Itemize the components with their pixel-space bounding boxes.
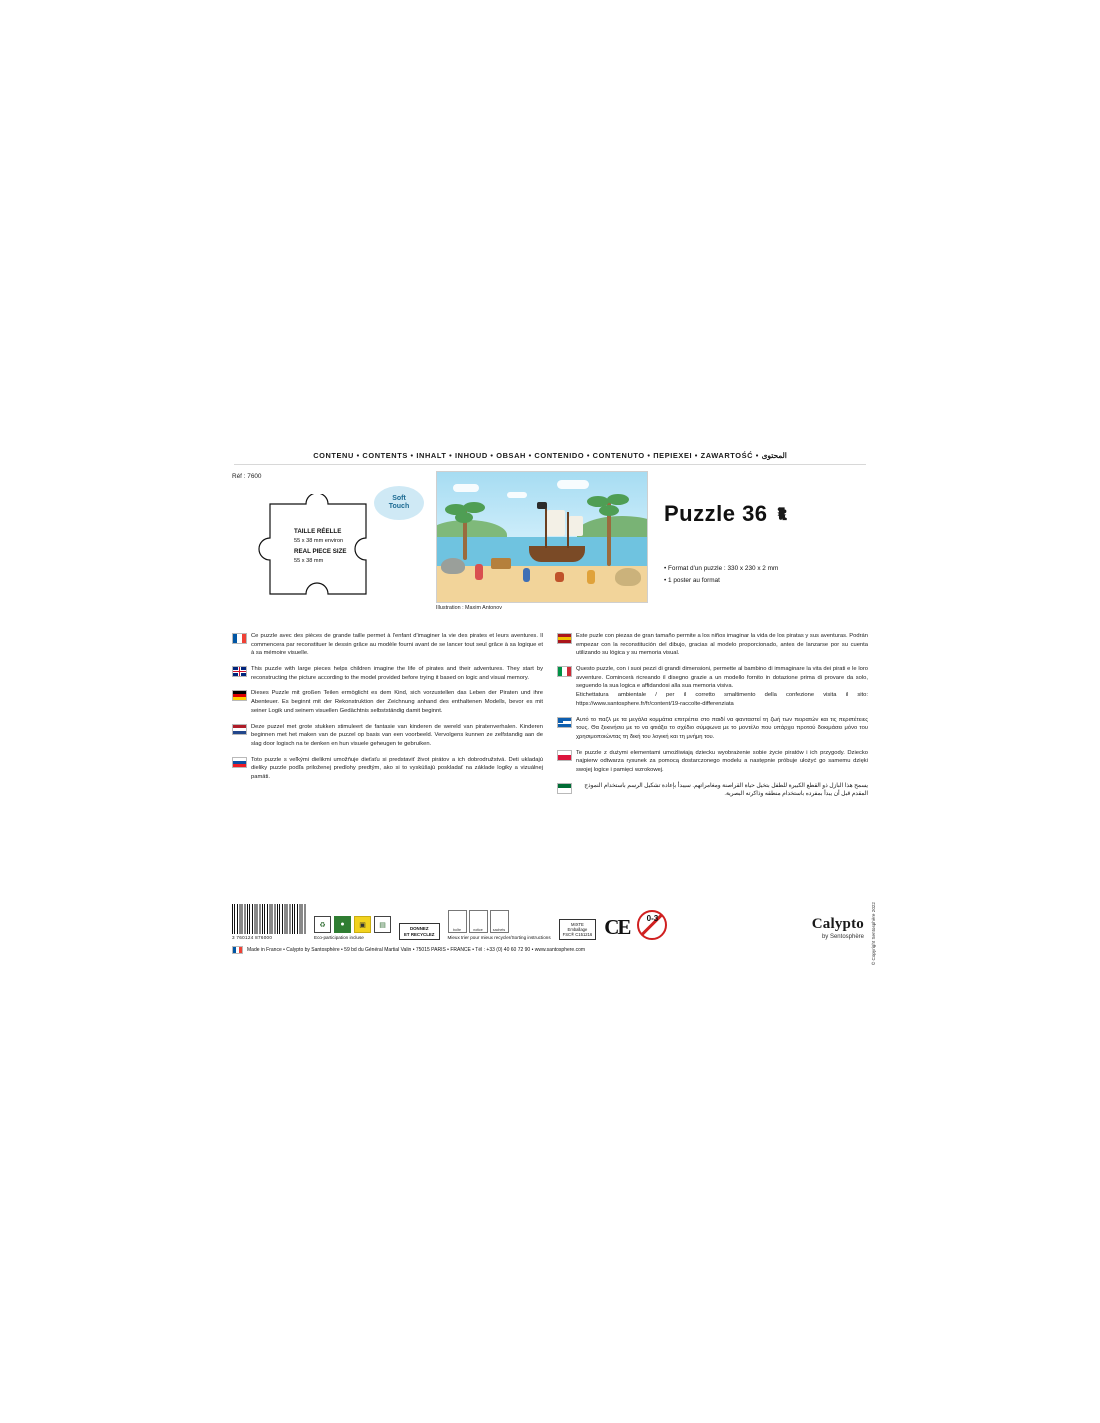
flag-slovakia-icon	[232, 757, 247, 768]
language-block-it	[557, 665, 868, 708]
piece-title-fr: TAILLE RÉELLE	[294, 528, 342, 535]
multilingual-descriptions	[228, 632, 872, 806]
sorting-note: Mieux trier pour mieux recycler/Sorting instructions	[447, 935, 551, 940]
description-sk: Toto puzzle s veľkými dielikmi umožňuje dieťaťu si predstaviť život pirátov a ich dobrodružstvá. Deti ukladajú dieliky puzzle podľa priloženej predlohy predtým, ako si to vyskúšajú poskladať na základe logiky a vizuálnej pamäti.	[251, 756, 543, 780]
yellow-bin-icon: ▣	[354, 916, 371, 933]
brand-subtitle: by Sentosphère	[821, 934, 864, 940]
description-nl: Deze puzzel met grote stukken stimuleert de fantasie van kinderen de wereld van piratenverhalen. Kinderen beginnen met het maken van de puzzel op basis van een voorbeeld. Vervolgens kunnen ze zelfstandig aan de slag door logisch na te denken en hun visuele geheugen te gebruiken.	[251, 723, 543, 747]
company-address	[232, 946, 868, 954]
piece-size-en: 55 x 38 mm	[294, 558, 324, 565]
fsc-logo	[559, 919, 597, 940]
address-text: Made in France • Calypto by Santosphère • 59 bd du Général Martial Valin • 75015 PARIS • FRANCE • Tél : +33 (0) 40 60 72 90 • www.santosphere.com	[247, 947, 586, 953]
illustration-column	[436, 471, 650, 623]
ce-mark: CE	[604, 915, 630, 939]
language-block-en	[232, 665, 543, 682]
flag-italy-icon	[557, 666, 572, 677]
piece-size-fr: 55 x 38 mm environ	[294, 537, 344, 544]
description-de: Dieses Puzzle mit großen Teilen ermöglicht es dem Kind, sich vorzustellen das Leben der Piraten und ihre Abenteuer. Es beginnt mit der Rekonstruktion der Zeichnung anhand des enthaltenen Modells, bevor es mit seiner Logik und seinem visuellen Gedächtnis selbstständig damit beginnt.	[251, 690, 543, 714]
spec-item: • 1 poster au format	[664, 575, 872, 587]
sorting-icon-notice: notice	[469, 910, 488, 933]
sorting-instructions-group	[448, 910, 551, 940]
description-pl: Te puzzle z dużymi elementami umożliwiają dziecku wyobrażenie sobie życie piratów i ich przygody. Dziecko najpierw odtwarza rysunek za pomocą dostarczonego modelu a następnie próbuje ułożyć go samemu dzięki swojej logice i pamięci wzrokowej.	[576, 749, 868, 773]
piece-size-column	[228, 471, 436, 623]
flag-france-icon	[232, 633, 247, 644]
copyright-notice: © Copyright Sentosphère 2022	[871, 902, 876, 966]
real-piece-size-box	[232, 486, 428, 610]
flag-spain-icon	[557, 633, 572, 644]
description-it-extra: Etichettatura ambientale / per il corretto smaltimento della confezione visita il sito: https://www.santosphere.fr/fr/content/19-raccolte-differenziata	[576, 692, 868, 707]
triman-line1: DONNEZ	[409, 926, 429, 931]
packaging-back-panel	[228, 446, 876, 966]
language-block-ar	[557, 782, 868, 799]
product-specs-list	[664, 563, 872, 586]
sorting-icon-box: boîte	[448, 910, 467, 933]
flag-germany-icon	[232, 690, 247, 701]
fsc-line1: MIXTE	[571, 921, 584, 927]
eco-participation-group	[314, 916, 391, 940]
triman-logo	[399, 923, 440, 940]
header-divider	[234, 464, 866, 465]
language-block-nl	[232, 723, 543, 749]
description-ar: يسمح هذا البازل ذو القطع الكبيرة للطفل بتخيل حياة القراصنة ومغامراتهم. سيبدأ بإعادة تشكيل الرسم باستخدام النموذج المقدم قبل أن يبدأ بمفرده باستخدام منطقه وذاكرته البصرية.	[584, 782, 868, 798]
sorting-icons	[448, 910, 551, 933]
flag-france-small-icon	[232, 946, 243, 954]
reference-number: Réf : 7600	[232, 473, 262, 480]
recycle-arrows-icon: ♻	[314, 916, 331, 933]
product-title	[664, 501, 872, 527]
soft-touch-line2: Touch	[388, 503, 410, 510]
puzzle-artwork-image	[436, 471, 648, 603]
flag-poland-icon	[557, 750, 572, 761]
flag-greece-icon	[557, 717, 572, 728]
piece-title-en: REAL PIECE SIZE	[294, 548, 347, 556]
language-block-sk	[232, 756, 543, 782]
brand-logo	[812, 916, 868, 940]
fsc-line3: FSC® C151216	[562, 931, 593, 937]
barcode-number: 3 760124 876000	[232, 935, 273, 940]
green-dot-icon: ●	[334, 916, 351, 933]
puzzle-piece-icon	[774, 506, 791, 523]
barcode	[232, 904, 306, 940]
product-title-text: Puzzle 36	[664, 501, 768, 526]
flag-netherlands-icon	[232, 724, 247, 735]
age-warning-label: 0-3	[646, 914, 659, 923]
flag-arabic-icon	[557, 783, 572, 794]
language-block-gr	[557, 716, 868, 742]
illustration-credit: Illustration : Maxim Antonov	[436, 605, 502, 611]
eco-icon-row	[314, 916, 391, 933]
description-fr: Ce puzzle avec des pièces de grande taille permet à l'enfant d'imaginer la vie des pirates et leurs aventures. Il commencera par reconstituer le dessin grâce au modèle fourni avant de se lancer tout seul grâce à sa logique et à sa mémoire visuelle.	[251, 633, 543, 657]
description-es: Este puzle con piezas de gran tamaño permite a los niños imaginar la vida de los piratas y sus aventuras. Podrán empezar con la reconstitución del dibujo, gracias al modelo proporcionado, antes de lanzarse por su cuenta utilizando su lógica y su memoria visual.	[576, 633, 868, 657]
product-info-column	[650, 471, 872, 623]
fsc-line2: Emballage	[567, 926, 588, 932]
language-block-de	[232, 689, 543, 715]
soft-touch-line1: Soft	[392, 494, 406, 502]
barcode-bars	[232, 904, 306, 934]
description-it: Questo puzzle, con i suoi pezzi di grandi dimensioni, permette al bambino di immaginare la vita dei pirati e le loro avventure. Comincerà ricreando il disegno grazie a un modello fornito in dotazione prima di provare da solo, seguendo la sua logica e affidandosi alla sua memoria visiva.	[576, 666, 868, 690]
language-column-left	[232, 632, 543, 806]
age-warning-group	[637, 910, 667, 940]
spec-item: • Format d'un puzzle : 330 x 230 x 2 mm	[664, 563, 872, 575]
contents-header: CONTENU • CONTENTS • INHALT • INHOUD • OBSAH • CONTENIDO • CONTENUTO • ΠΕΡΙΕΧΕΙ • ZAWARTOŚĆ • المحتوى	[313, 451, 787, 460]
footer-certification-strip	[232, 904, 868, 940]
language-block-fr	[232, 632, 543, 658]
description-gr: Αυτό το παζλ με τα μεγάλα κομμάτια επιτρέπει στο παιδί να φανταστεί τη ζωή των πειρατών και τις περιπέτειες τους. Θα ξεκινήσει με το να φτιάξει το σχέδιο σύμφωνα με το μοντέλο που υπάρχει προτού δοκιμάσει μόνο του χρησιμοποιώντας τη δική του λογική και τη μνήμη του.	[576, 716, 868, 740]
eco-participation-label: Eco-participation incluse	[314, 935, 364, 940]
description-en: This puzzle with large pieces helps children imagine the life of pirates and their adventures. They start by reconstructing the picture according to the model provided before trying it based on logic and visual memory.	[251, 666, 543, 681]
sorting-icon-bags: sachets	[490, 910, 509, 933]
brand-name: Calypto	[811, 916, 864, 932]
language-column-right	[557, 632, 868, 806]
language-block-es	[557, 632, 868, 658]
language-block-pl	[557, 749, 868, 775]
piece-size-labels	[294, 528, 347, 565]
flag-uk-icon	[232, 666, 247, 677]
paper-icon: ▤	[374, 916, 391, 933]
triman-line2: ET RECYCLEZ	[404, 931, 435, 937]
top-section	[228, 471, 872, 623]
